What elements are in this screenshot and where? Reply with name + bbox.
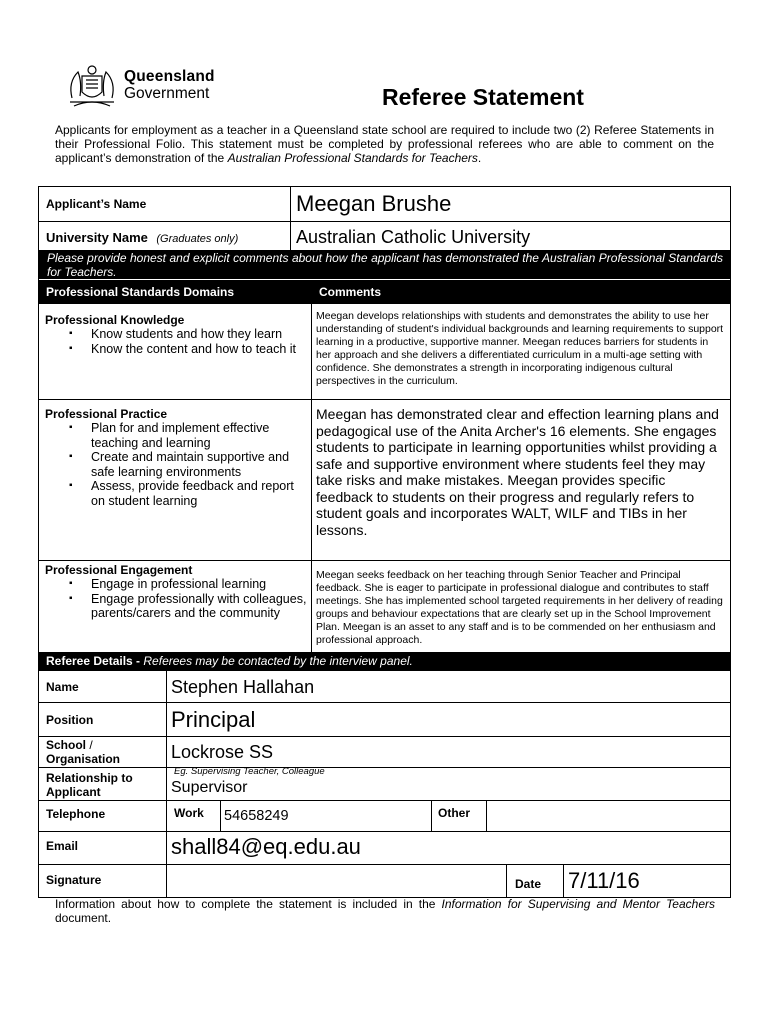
school-label-line-2: Organisation — [46, 752, 121, 766]
referee-details-header — [39, 652, 730, 671]
instructions-bar: Please provide honest and explicit comments about how the applicant has demonstrated the Australian Professional Standards for Teachers. — [39, 251, 730, 279]
comments-column-header: Comments — [319, 285, 382, 299]
referee-position-field[interactable] — [167, 703, 730, 736]
coat-of-arms-icon — [64, 62, 120, 108]
referee-school-value: Lockrose SS — [171, 742, 274, 762]
referee-email-row — [39, 832, 730, 865]
domain-items — [45, 577, 307, 621]
domain-items — [45, 421, 307, 508]
work-phone-field[interactable] — [221, 801, 432, 831]
domain-item: ▪ Engage professionally with colleagues, parents/carers and the community — [91, 592, 307, 621]
comment-field-knowledge[interactable]: Meegan develops relationships with students and demonstrates the ability to use her understanding of student's individual backgrounds and learning requirements to support learning in a productive, supportive manner. Meegan reduces barriers for students in her approach and she delivers a differentiated curriculum in a multi-age setting with confidence. She demonstrates a strength in incorporating indigenous cultural perspectives in the curriculum. — [316, 310, 724, 387]
domain-title: Professional Engagement — [45, 563, 193, 577]
footer-end: document. — [55, 911, 112, 925]
domain-item: ▪ Create and maintain supportive and safe learning environments — [91, 450, 301, 479]
domain-title: Professional Practice — [45, 407, 168, 421]
domain-item: ▪ Know the content and how to teach it — [91, 342, 307, 357]
domain-row-engagement — [39, 561, 730, 652]
relationship-label-line-2: Applicant — [46, 785, 101, 799]
domain-item: ▪ Know students and how they learn — [91, 327, 307, 342]
intro-end: . — [477, 151, 482, 165]
columns-header — [39, 279, 730, 304]
comment-field-practice[interactable]: Meegan has demonstrated clear and effection learning plans and pedagogical use of the Anita Archer's 16 elements. She engages students to participate in learning opportunities whilst providing a safe and supportive environment where students feel they may take risks and make mistakes. Meegan provides specific feedback to students on their progress and regularly refers to student goals and incorporates WALT, WILF and TIBs in her lessons. — [316, 406, 719, 538]
applicant-name-field[interactable] — [291, 187, 730, 221]
referee-name-field[interactable] — [167, 671, 730, 702]
work-phone-value: 54658249 — [224, 808, 289, 824]
signature-field[interactable] — [167, 865, 507, 898]
referee-school-row — [39, 737, 730, 768]
email-label: Email — [46, 839, 79, 853]
intro-text: Applicants for employment as a teacher in a Queensland state school are required to include two (2) Referee Statements in their Professional Folio. This statement must be completed by professional referees who are able to comment on the applicant’s demonstration of the — [55, 123, 714, 165]
domain-item: ▪ Assess, provide feedback and report on student learning — [91, 479, 301, 508]
referee-position-value: Principal — [171, 707, 256, 732]
other-label: Other — [438, 806, 471, 820]
domain-items — [45, 327, 307, 356]
referee-telephone-row — [39, 801, 730, 832]
signature-label: Signature — [46, 873, 102, 887]
referee-email-field[interactable] — [167, 832, 730, 864]
referee-details-title: Referee Details - — [46, 654, 141, 668]
school-label-line-1: School — [46, 738, 87, 752]
referee-signature-row — [39, 865, 730, 898]
relationship-hint: Eg. Supervising Teacher, Colleague — [174, 766, 325, 777]
university-note: (Graduates only) — [156, 233, 239, 245]
comment-field-engagement[interactable]: Meegan seeks feedback on her teaching through Senior Teacher and Principal feedback. She is eager to participate in professional dialogue and contributes to staff meetings. She has implemented school targeted requirements in her delivery of reading groups and behaviour expectations that are clearly set up in the School Improvement Plan. Meegan is an asset to any staff and is to be commended on her enthusiasm and professional approach. — [316, 569, 723, 646]
date-field[interactable] — [564, 865, 730, 898]
domain-title: Professional Knowledge — [45, 313, 185, 327]
telephone-label: Telephone — [46, 807, 106, 821]
referee-name-value: Stephen Hallahan — [171, 677, 315, 697]
referee-position-label: Position — [46, 713, 94, 727]
referee-relationship-row — [39, 768, 730, 801]
referee-position-row — [39, 703, 730, 737]
referee-name-label: Name — [46, 680, 79, 694]
referee-details-note: Referees may be contacted by the interview panel. — [143, 654, 413, 668]
intro-paragraph — [55, 123, 714, 165]
footer-note — [55, 897, 715, 925]
university-row — [39, 222, 730, 251]
intro-italic: Australian Professional Standards for Teachers — [227, 151, 478, 165]
domain-item: ▪ Engage in professional learning — [91, 577, 307, 592]
applicant-name-value: Meegan Brushe — [296, 191, 452, 216]
school-label-slash: / — [86, 738, 93, 752]
footer-italic: Information for Supervising and Mentor Teachers — [441, 897, 715, 911]
domain-row-practice — [39, 400, 730, 561]
work-label: Work — [174, 806, 204, 820]
applicant-name-label: Applicant’s Name — [46, 197, 147, 211]
domain-row-knowledge — [39, 303, 730, 400]
referee-school-field[interactable] — [167, 737, 730, 767]
logo-line-2: Government — [124, 85, 210, 102]
date-label: Date — [515, 877, 542, 891]
logo-line-1: Queensland — [124, 68, 215, 85]
queensland-government-logo — [64, 62, 234, 108]
relationship-label-line-1: Relationship to — [46, 771, 133, 785]
date-value: 7/11/16 — [568, 868, 640, 893]
university-label: University Name — [46, 230, 148, 245]
referee-relationship-field[interactable] — [167, 768, 730, 800]
referee-relationship-value: Supervisor — [171, 779, 248, 796]
referee-name-row — [39, 671, 730, 703]
university-field[interactable] — [291, 222, 730, 250]
applicant-name-row — [39, 187, 730, 222]
referee-email-value: shall84@eq.edu.au — [171, 834, 361, 859]
other-phone-field[interactable] — [487, 801, 730, 831]
document-title: Referee Statement — [382, 84, 584, 110]
domain-item: ▪ Plan for and implement effective teaching and learning — [91, 421, 301, 450]
university-value: Australian Catholic University — [296, 227, 531, 247]
footer-text: Information about how to complete the statement is included in the — [55, 897, 442, 911]
domains-column-header: Professional Standards Domains — [46, 285, 235, 299]
referee-form-table — [38, 186, 731, 898]
